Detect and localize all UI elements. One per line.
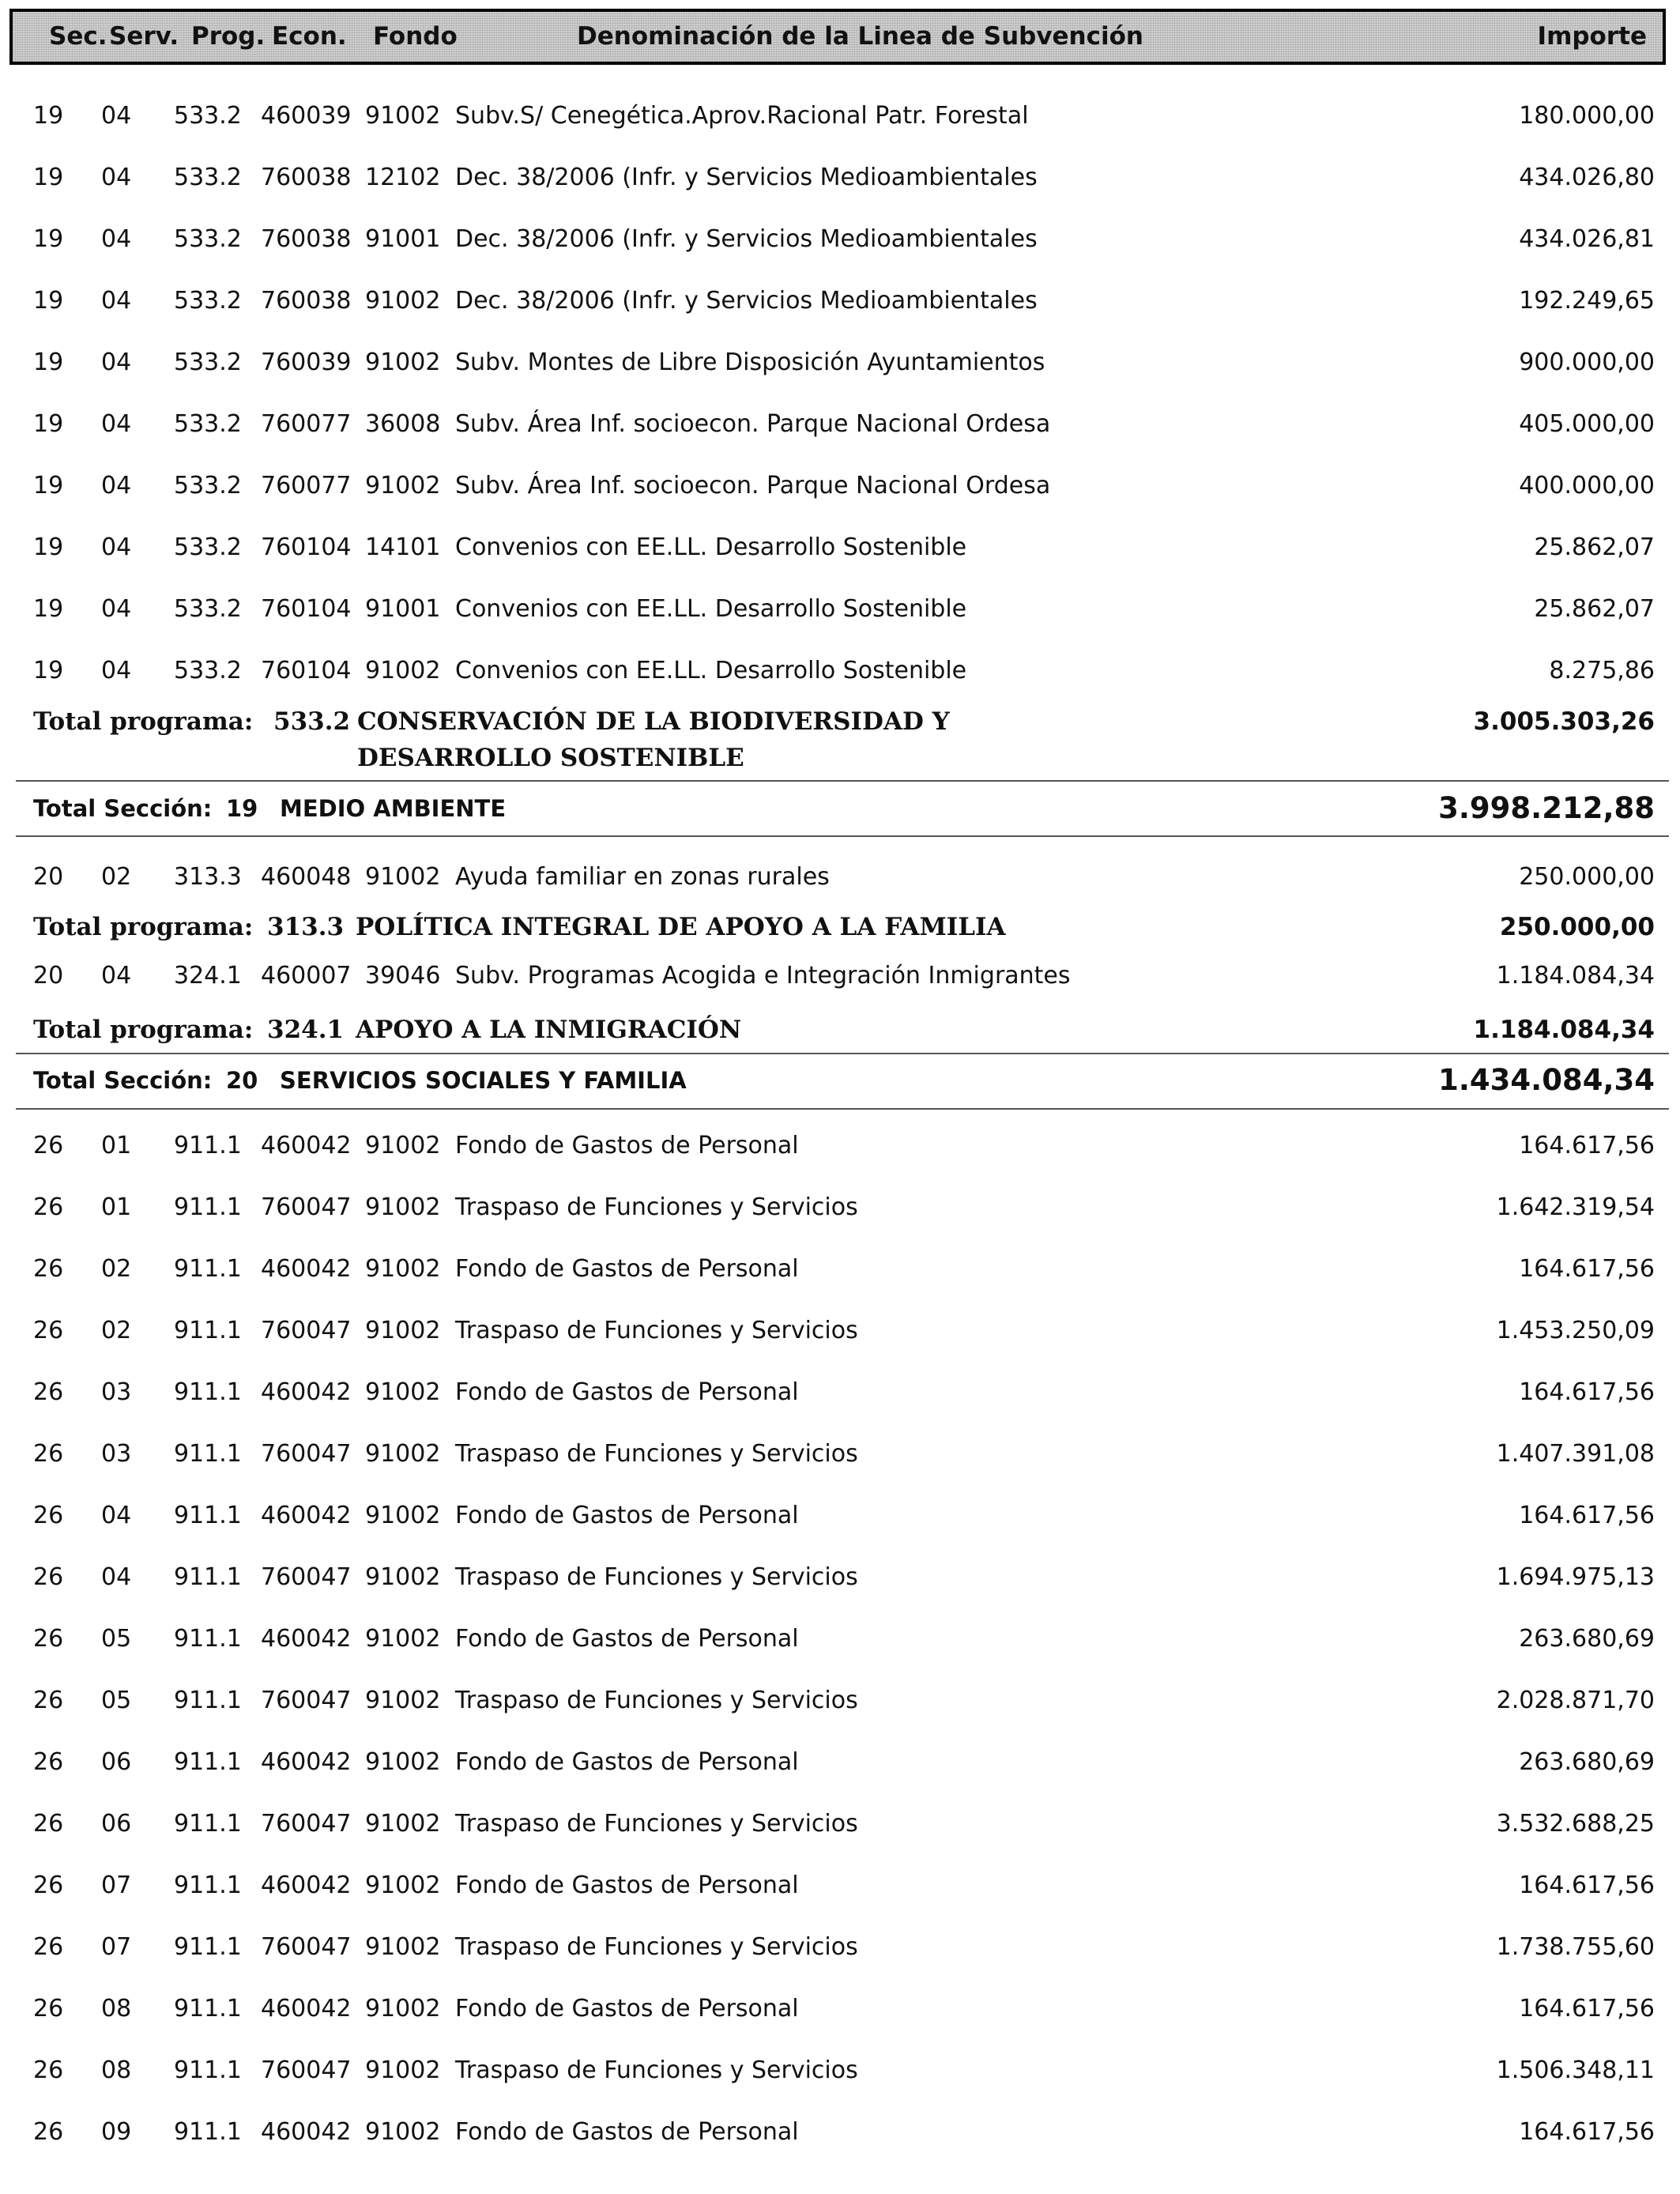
cell-sec: 19 [33,533,64,561]
cell-sec: 19 [33,102,64,130]
cell-sec: 19 [33,657,64,684]
table-row [0,401,1680,448]
header-prog: Prog. [191,22,266,51]
cell-econ: 760104 [261,595,352,623]
total-programa-label: Total programa: [33,707,254,736]
cell-fondo: 91002 [365,1625,441,1653]
cell-prog: 533.2 [174,410,242,438]
cell-fondo: 91002 [365,349,441,376]
cell-prog: 911.1 [174,1687,242,1714]
cell-prog: 911.1 [174,1193,242,1221]
cell-econ: 760047 [261,1193,352,1221]
cell-fondo: 91002 [365,1872,441,1899]
cell-serv: 04 [101,410,132,438]
cell-importe: 192.249,65 [1519,287,1655,315]
divider [16,1053,1669,1054]
cell-importe: 164.617,56 [1519,2118,1655,2146]
cell-importe: 3.532.688,25 [1496,1810,1655,1838]
total-programa-code: 313.3 [267,913,345,941]
cell-desc: Subv. Área Inf. socioecon. Parque Nacional Ordesa [455,410,1051,438]
cell-fondo: 91002 [365,102,441,130]
cell-importe: 1.407.391,08 [1496,1440,1655,1468]
total-programa-name: CONSERVACIÓN DE LA BIODIVERSIDAD Y DESARROLLO SOSTENIBLE [357,707,950,772]
cell-sec: 26 [33,1132,64,1159]
cell-importe: 8.275,86 [1549,657,1655,684]
cell-econ: 760047 [261,1317,352,1344]
cell-prog: 911.1 [174,1995,242,2022]
cell-serv: 04 [101,164,132,191]
cell-desc: Subv. Área Inf. socioecon. Parque Nacional Ordesa [455,472,1051,499]
cell-econ: 760077 [261,472,352,499]
cell-econ: 460048 [261,863,352,891]
cell-importe: 164.617,56 [1519,1378,1655,1406]
cell-econ: 460042 [261,1995,352,2022]
cell-prog: 911.1 [174,1440,242,1468]
cell-econ: 460042 [261,1502,352,1529]
cell-serv: 04 [101,102,132,130]
cell-prog: 911.1 [174,1378,242,1406]
cell-desc: Fondo de Gastos de Personal [455,1872,799,1899]
cell-fondo: 91002 [365,1440,441,1468]
cell-prog: 911.1 [174,1748,242,1776]
cell-fondo: 91002 [365,1132,441,1159]
cell-serv: 04 [101,533,132,561]
cell-sec: 19 [33,225,64,253]
cell-serv: 02 [101,1255,132,1283]
cell-fondo: 91001 [365,595,441,623]
cell-fondo: 39046 [365,962,441,990]
header-denominacion: Denominación de la Linea de Subvención [577,22,1143,51]
cell-desc: Dec. 38/2006 (Infr. y Servicios Medioambientales [455,164,1038,191]
cell-sec: 19 [33,287,64,315]
cell-importe: 164.617,56 [1519,1255,1655,1283]
cell-fondo: 91002 [365,657,441,684]
cell-fondo: 91002 [365,1255,441,1283]
cell-sec: 26 [33,1255,64,1283]
cell-importe: 1.694.975,13 [1496,1563,1655,1591]
cell-importe: 180.000,00 [1519,102,1655,130]
total-seccion-name: MEDIO AMBIENTE [280,795,507,822]
cell-sec: 20 [33,863,64,891]
cell-desc: Convenios con EE.LL. Desarrollo Sostenible [455,533,967,561]
cell-fondo: 12102 [365,164,441,191]
cell-sec: 26 [33,1440,64,1468]
cell-prog: 911.1 [174,1317,242,1344]
cell-importe: 263.680,69 [1519,1748,1655,1776]
cell-fondo: 91002 [365,1193,441,1221]
table-row [0,1985,1680,2033]
cell-desc: Dec. 38/2006 (Infr. y Servicios Medioambientales [455,225,1038,253]
table-row [0,1615,1680,1663]
cell-importe: 1.738.755,60 [1496,1933,1655,1961]
total-seccion-label: Total Sección: [33,1067,213,1094]
cell-serv: 04 [101,657,132,684]
cell-desc: Subv.S/ Cenegética.Aprov.Racional Patr. Forestal [455,102,1029,130]
cell-prog: 313.3 [174,863,242,891]
cell-prog: 911.1 [174,1132,242,1159]
table-row [0,2047,1680,2094]
cell-importe: 164.617,56 [1519,1872,1655,1899]
cell-prog: 533.2 [174,657,242,684]
cell-importe: 900.000,00 [1519,349,1655,376]
cell-prog: 533.2 [174,164,242,191]
table-row [0,154,1680,202]
cell-sec: 26 [33,1378,64,1406]
table-row [0,2109,1680,2156]
cell-desc: Fondo de Gastos de Personal [455,1502,799,1529]
total-seccion-label: Total Sección: [33,795,213,822]
cell-sec: 20 [33,962,64,990]
cell-econ: 760047 [261,1810,352,1838]
table-row [0,1307,1680,1355]
cell-fondo: 14101 [365,533,441,561]
total-programa-code: 533.2 [273,707,351,736]
cell-sec: 19 [33,164,64,191]
cell-prog: 911.1 [174,2056,242,2084]
cell-importe: 434.026,80 [1519,164,1655,191]
table-row [0,1431,1680,1478]
cell-prog: 911.1 [174,1872,242,1899]
cell-fondo: 91002 [365,863,441,891]
divider [16,780,1669,782]
cell-prog: 533.2 [174,533,242,561]
total-programa-label: Total programa: [33,913,254,941]
total-programa-name: POLÍTICA INTEGRAL DE APOYO A LA FAMILIA [356,913,1006,941]
cell-fondo: 91002 [365,1378,441,1406]
cell-fondo: 91002 [365,1502,441,1529]
cell-econ: 460042 [261,1748,352,1776]
cell-sec: 26 [33,1625,64,1653]
cell-fondo: 91002 [365,2056,441,2084]
total-seccion-name: SERVICIOS SOCIALES Y FAMILIA [280,1067,687,1094]
cell-prog: 533.2 [174,102,242,130]
cell-sec: 26 [33,1995,64,2022]
total-seccion-code: 19 [226,795,258,822]
table-row [0,216,1680,263]
cell-sec: 19 [33,595,64,623]
cell-importe: 164.617,56 [1519,1132,1655,1159]
cell-prog: 911.1 [174,1255,242,1283]
cell-serv: 04 [101,225,132,253]
cell-importe: 25.862,07 [1534,533,1655,561]
cell-fondo: 91002 [365,1933,441,1961]
table-row [0,952,1680,1000]
cell-sec: 26 [33,2056,64,2084]
cell-importe: 1.642.319,54 [1496,1193,1655,1221]
cell-serv: 02 [101,863,132,891]
cell-sec: 26 [33,2118,64,2146]
cell-serv: 04 [101,349,132,376]
table-row [0,1369,1680,1416]
cell-serv: 02 [101,1317,132,1344]
table-row [0,1677,1680,1725]
divider [16,1108,1669,1110]
header-fondo: Fondo [373,22,458,51]
cell-sec: 26 [33,1687,64,1714]
cell-desc: Traspaso de Funciones y Servicios [455,1440,858,1468]
cell-serv: 01 [101,1193,132,1221]
cell-desc: Traspaso de Funciones y Servicios [455,1563,858,1591]
cell-sec: 26 [33,1810,64,1838]
total-programa-label: Total programa: [33,1016,254,1044]
cell-econ: 760039 [261,349,352,376]
cell-prog: 533.2 [174,595,242,623]
cell-serv: 06 [101,1748,132,1776]
cell-serv: 07 [101,1933,132,1961]
total-seccion-20 [0,1056,1680,1105]
table-header [9,9,1666,65]
cell-sec: 26 [33,1872,64,1899]
cell-serv: 06 [101,1810,132,1838]
cell-sec: 19 [33,410,64,438]
cell-fondo: 91002 [365,1748,441,1776]
cell-serv: 04 [101,1502,132,1529]
cell-sec: 19 [33,472,64,499]
cell-prog: 533.2 [174,349,242,376]
cell-econ: 760047 [261,1933,352,1961]
cell-desc: Fondo de Gastos de Personal [455,1748,799,1776]
cell-serv: 07 [101,1872,132,1899]
table-row [0,586,1680,633]
total-programa-name: APOYO A LA INMIGRACIÓN [356,1016,742,1044]
cell-econ: 760104 [261,657,352,684]
cell-desc: Fondo de Gastos de Personal [455,1378,799,1406]
cell-sec: 26 [33,1502,64,1529]
cell-desc: Convenios con EE.LL. Desarrollo Sostenible [455,595,967,623]
cell-desc: Ayuda familiar en zonas rurales [455,863,830,891]
cell-econ: 460042 [261,1872,352,1899]
table-row [0,277,1680,325]
cell-importe: 250.000,00 [1519,863,1655,891]
cell-desc: Fondo de Gastos de Personal [455,1625,799,1653]
cell-prog: 533.2 [174,287,242,315]
cell-importe: 25.862,07 [1534,595,1655,623]
cell-fondo: 91002 [365,1563,441,1591]
cell-econ: 760077 [261,410,352,438]
cell-econ: 760047 [261,1687,352,1714]
header-sec: Sec. [49,22,107,51]
cell-prog: 533.2 [174,472,242,499]
cell-serv: 08 [101,1995,132,2022]
total-programa-533-2 [0,703,1680,782]
cell-econ: 760038 [261,225,352,253]
cell-econ: 760038 [261,287,352,315]
cell-econ: 460042 [261,1625,352,1653]
total-programa-value: 3.005.303,26 [1473,707,1655,736]
cell-desc: Dec. 38/2006 (Infr. y Servicios Medioambientales [455,287,1038,315]
cell-fondo: 91002 [365,287,441,315]
cell-serv: 04 [101,472,132,499]
total-seccion-19 [0,784,1680,833]
cell-sec: 26 [33,1933,64,1961]
cell-serv: 04 [101,1563,132,1591]
table-row [0,92,1680,140]
table-row [0,647,1680,695]
cell-desc: Subv. Montes de Libre Disposición Ayuntamientos [455,349,1045,376]
cell-prog: 911.1 [174,1502,242,1529]
total-programa-324-1 [0,1012,1680,1048]
cell-fondo: 36008 [365,410,441,438]
cell-desc: Fondo de Gastos de Personal [455,1255,799,1283]
cell-desc: Traspaso de Funciones y Servicios [455,1317,858,1344]
cell-econ: 460042 [261,1132,352,1159]
total-programa-value: 1.184.084,34 [1473,1016,1655,1044]
cell-serv: 08 [101,2056,132,2084]
table-row [0,1800,1680,1848]
cell-sec: 26 [33,1193,64,1221]
table-row [0,1554,1680,1601]
header-econ: Econ. [272,22,347,51]
cell-econ: 760038 [261,164,352,191]
cell-desc: Traspaso de Funciones y Servicios [455,1933,858,1961]
cell-fondo: 91002 [365,1810,441,1838]
total-seccion-code: 20 [226,1067,258,1094]
cell-sec: 26 [33,1317,64,1344]
cell-prog: 911.1 [174,2118,242,2146]
cell-desc: Fondo de Gastos de Personal [455,1132,799,1159]
total-programa-313-3 [0,909,1680,945]
divider [16,835,1669,837]
cell-desc: Subv. Programas Acogida e Integración Inmigrantes [455,962,1071,990]
cell-econ: 760047 [261,1440,352,1468]
cell-desc: Traspaso de Funciones y Servicios [455,1810,858,1838]
total-programa-code: 324.1 [267,1016,345,1044]
table-row [0,1739,1680,1786]
cell-prog: 911.1 [174,1933,242,1961]
cell-importe: 2.028.871,70 [1496,1687,1655,1714]
table-row [0,1184,1680,1231]
cell-econ: 460042 [261,1378,352,1406]
cell-desc: Fondo de Gastos de Personal [455,1995,799,2022]
cell-sec: 26 [33,1748,64,1776]
cell-econ: 460039 [261,102,352,130]
table-row [0,854,1680,901]
table-row [0,1122,1680,1170]
header-serv: Serv. [109,22,179,51]
cell-serv: 03 [101,1440,132,1468]
cell-desc: Fondo de Gastos de Personal [455,2118,799,2146]
cell-serv: 03 [101,1378,132,1406]
cell-prog: 911.1 [174,1625,242,1653]
table-row [0,1924,1680,1971]
cell-serv: 04 [101,595,132,623]
cell-desc: Convenios con EE.LL. Desarrollo Sostenible [455,657,967,684]
cell-importe: 164.617,56 [1519,1995,1655,2022]
cell-prog: 911.1 [174,1810,242,1838]
cell-importe: 1.506.348,11 [1496,2056,1655,2084]
cell-econ: 760104 [261,533,352,561]
table-row [0,1246,1680,1293]
cell-desc: Traspaso de Funciones y Servicios [455,1193,858,1221]
table-row [0,462,1680,510]
cell-serv: 04 [101,962,132,990]
cell-fondo: 91001 [365,225,441,253]
cell-serv: 01 [101,1132,132,1159]
cell-desc: Traspaso de Funciones y Servicios [455,1687,858,1714]
cell-importe: 164.617,56 [1519,1502,1655,1529]
total-programa-value: 250.000,00 [1499,913,1655,941]
total-seccion-value: 3.998.212,88 [1438,791,1655,825]
cell-importe: 1.453.250,09 [1496,1317,1655,1344]
cell-importe: 405.000,00 [1519,410,1655,438]
cell-importe: 400.000,00 [1519,472,1655,499]
cell-econ: 460007 [261,962,352,990]
cell-prog: 324.1 [174,962,242,990]
cell-importe: 263.680,69 [1519,1625,1655,1653]
total-seccion-value: 1.434.084,34 [1438,1063,1655,1097]
table-row [0,1492,1680,1540]
cell-sec: 26 [33,1563,64,1591]
cell-prog: 533.2 [174,225,242,253]
cell-fondo: 91002 [365,1687,441,1714]
cell-serv: 05 [101,1625,132,1653]
cell-fondo: 91002 [365,2118,441,2146]
cell-desc: Traspaso de Funciones y Servicios [455,2056,858,2084]
cell-fondo: 91002 [365,1995,441,2022]
cell-econ: 460042 [261,2118,352,2146]
cell-prog: 911.1 [174,1563,242,1591]
table-row [0,339,1680,386]
header-importe: Importe [1537,22,1647,51]
cell-econ: 760047 [261,1563,352,1591]
cell-serv: 09 [101,2118,132,2146]
cell-importe: 434.026,81 [1519,225,1655,253]
cell-econ: 760047 [261,2056,352,2084]
cell-sec: 19 [33,349,64,376]
table-row [0,1862,1680,1909]
cell-importe: 1.184.084,34 [1496,962,1655,990]
cell-serv: 05 [101,1687,132,1714]
cell-fondo: 91002 [365,1317,441,1344]
cell-serv: 04 [101,287,132,315]
table-row [0,524,1680,571]
cell-econ: 460042 [261,1255,352,1283]
cell-fondo: 91002 [365,472,441,499]
